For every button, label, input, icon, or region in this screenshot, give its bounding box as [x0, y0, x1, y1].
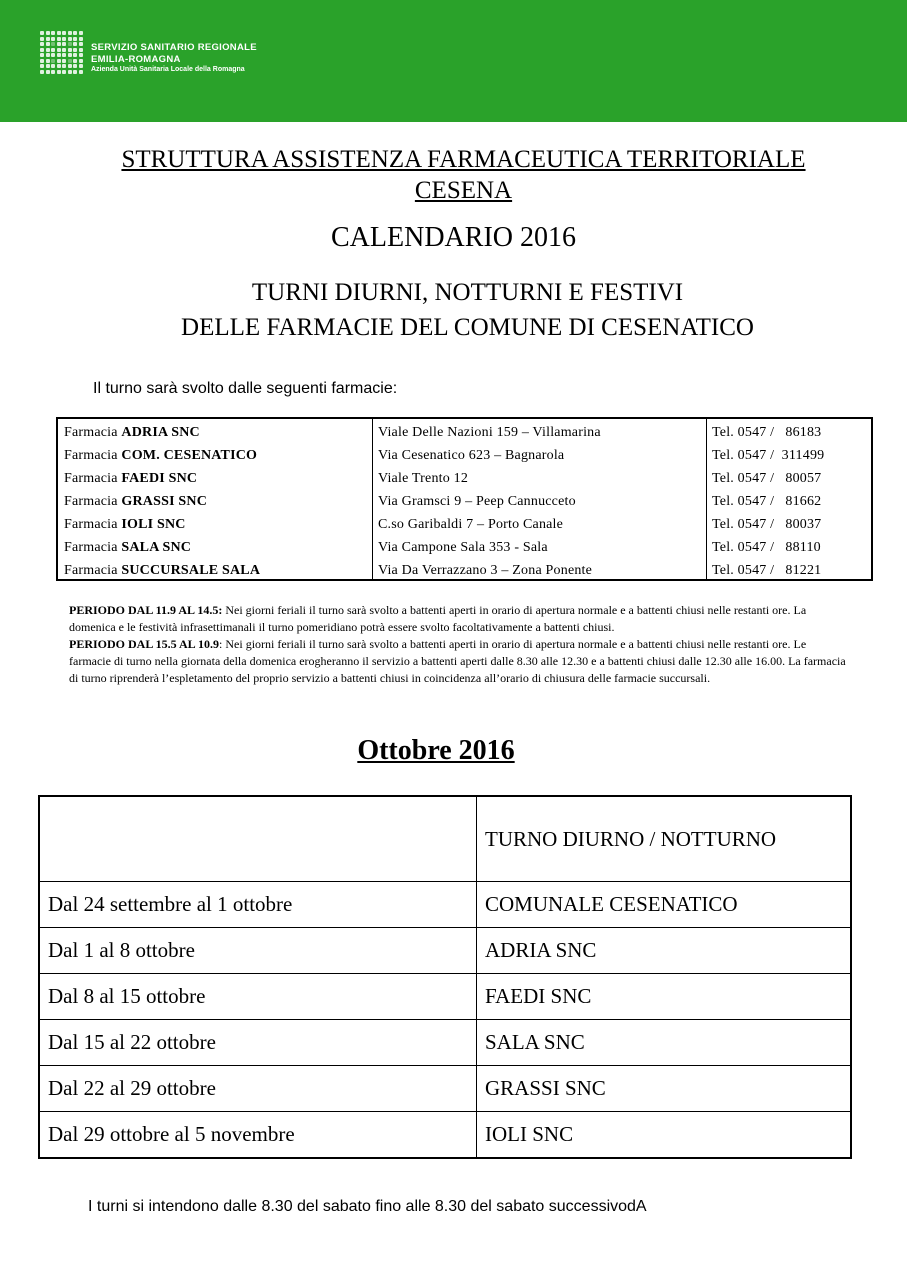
schedule-pharmacy: SALA SNC: [477, 1020, 852, 1066]
pharmacy-label: SUCCURSALE SALA: [121, 563, 261, 578]
logo-square: [57, 42, 61, 46]
logo-square: [62, 31, 66, 35]
pharmacy-address: C.so Garibaldi 7 – Porto Canale: [378, 517, 564, 532]
pharmacy-phone: Tel. 0547 / 81662: [712, 494, 822, 509]
schedule-pharmacy: COMUNALE CESENATICO: [477, 882, 852, 928]
logo-square: [57, 70, 61, 74]
logo-square: [46, 37, 50, 41]
schedule-period: Dal 22 al 29 ottobre: [39, 1066, 477, 1112]
pharmacy-address: Viale Delle Nazioni 159 – Villamarina: [378, 425, 601, 440]
schedule-period: Dal 15 al 22 ottobre: [39, 1020, 477, 1066]
logo-square: [40, 53, 44, 57]
period-2-text: : Nei giorni feriali il turno sarà svolto a battenti aperti in orario di apertura normale e a battenti chiusi nelle restanti ore. Le farmacie di turno nella giornata della domenica erogheranno il servizio a battenti aperti dalle 8.30 alle 12.30 e a battenti chiusi dalle 12.30 alle 16.00. La farmacia di turno riprenderà l’espletamento del proprio servizio a battenti chiusi in coincidenza all’orario di chiusura delle farmacie succursali.: [69, 637, 846, 685]
logo-square: [62, 37, 66, 41]
pharmacy-phone: Tel. 0547 / 311499: [712, 448, 825, 463]
schedule-row: [39, 974, 851, 1020]
logo-square: [40, 59, 44, 63]
pharmacy-address-column: [378, 421, 704, 582]
logo-square: [62, 42, 66, 46]
logo-square: [62, 48, 66, 52]
pharmacy-prefix: Farmacia: [64, 540, 122, 555]
schedule-period: Dal 8 al 15 ottobre: [39, 974, 477, 1020]
pharmacy-name: [64, 559, 370, 582]
logo-square: [46, 42, 50, 46]
pharmacy-phone: Tel. 0547 / 80037: [712, 517, 822, 532]
calendar-title: CALENDARIO 2016: [331, 222, 576, 253]
pharmacy-phone-column: [712, 421, 862, 582]
pharmacy-name: [64, 490, 370, 513]
period-1-text: Nei giorni feriali il turno sarà svolto a battenti aperti in orario di apertura normale e a battenti chiusi nelle restanti ore. La domenica e le festività infrasettimanali il turno pomeridiano potrà essere svolto facoltativamente a battenti chiusi.: [69, 603, 807, 634]
logo-square: [51, 37, 55, 41]
logo-square: [46, 31, 50, 35]
pharmacy-name: [64, 536, 370, 559]
pharmacy-label: GRASSI SNC: [121, 494, 208, 509]
logo-square: [68, 42, 72, 46]
footer-note: I turni si intendono dalle 8.30 del sabato fino alle 8.30 del sabato successivodA: [88, 1198, 647, 1215]
logo-square: [68, 70, 72, 74]
subtitle-line-2: DELLE FARMACIE DEL COMUNE DI CESENATICO: [181, 314, 754, 341]
schedule-pharmacy: IOLI SNC: [477, 1112, 852, 1159]
pharmacy-phone: Tel. 0547 / 88110: [712, 540, 821, 555]
schedule-table: [38, 795, 852, 1159]
logo-square: [68, 64, 72, 68]
logo-square: [62, 53, 66, 57]
logo-square: [68, 59, 72, 63]
pharmacy-label: IOLI SNC: [121, 517, 186, 532]
schedule-period: Dal 1 al 8 ottobre: [39, 928, 477, 974]
logo-square: [62, 70, 66, 74]
logo-square: [73, 59, 77, 63]
logo-square: [51, 42, 55, 46]
pharmacy-label: FAEDI SNC: [121, 471, 198, 486]
pharmacy-address: Via Cesenatico 623 – Bagnarola: [378, 448, 565, 463]
schedule-period: Dal 29 ottobre al 5 novembre: [39, 1112, 477, 1159]
logo-square: [68, 31, 72, 35]
logo-square: [73, 48, 77, 52]
logo-square: [68, 48, 72, 52]
schedule-header-right: TURNO DIURNO / NOTTURNO: [477, 796, 852, 882]
logo-square: [51, 64, 55, 68]
structure-name: STRUTTURA ASSISTENZA FARMACEUTICA TERRITORIALE: [121, 146, 806, 173]
logo-square: [40, 64, 44, 68]
pharmacy-prefix: Farmacia: [64, 517, 122, 532]
pharmacy-name: [64, 421, 370, 444]
logo-square: [79, 48, 83, 52]
pharmacy-phone: Tel. 0547 / 80057: [712, 471, 822, 486]
header-band: [0, 0, 907, 122]
logo-square: [51, 31, 55, 35]
logo-square: [73, 53, 77, 57]
logo-square: [46, 53, 50, 57]
logo-square: [57, 59, 61, 63]
schedule-header-left: [39, 796, 477, 882]
pharmacy-table: [56, 417, 873, 581]
pharmacy-address: Via Da Verrazzano 3 – Zona Ponente: [378, 563, 593, 578]
logo-square: [57, 31, 61, 35]
schedule-pharmacy: ADRIA SNC: [477, 928, 852, 974]
pharmacy-address: Viale Trento 12: [378, 471, 469, 486]
logo-square: [51, 59, 55, 63]
logo-square: [68, 37, 72, 41]
logo-square: [46, 64, 50, 68]
pharmacy-phone: Tel. 0547 / 81221: [712, 563, 822, 578]
subtitle-line-1: TURNI DIURNI, NOTTURNI E FESTIVI: [251, 279, 684, 306]
logo-square: [73, 70, 77, 74]
structure-city: CESENA: [414, 177, 513, 204]
logo-square: [62, 59, 66, 63]
logo-square: [46, 59, 50, 63]
month-title: Ottobre 2016: [357, 735, 515, 766]
pharmacy-name: [64, 467, 370, 490]
logo-line-2: EMILIA-ROMAGNA: [91, 53, 181, 65]
subtitle-block: [14, 275, 907, 345]
table-divider: [372, 419, 373, 579]
pharmacy-prefix: Farmacia: [64, 563, 122, 578]
logo-square: [40, 37, 44, 41]
schedule-row: [39, 1112, 851, 1159]
logo-square: [57, 48, 61, 52]
logo-square: [62, 64, 66, 68]
pharmacy-label: SALA SNC: [121, 540, 192, 555]
logo-square: [73, 42, 77, 46]
table-divider: [706, 419, 707, 579]
pharmacy-label: COM. CESENATICO: [121, 448, 258, 463]
pharmacy-phone: Tel. 0547 / 86183: [712, 425, 822, 440]
logo-square: [40, 42, 44, 46]
logo-square: [79, 31, 83, 35]
logo-square: [79, 42, 83, 46]
logo-square: [51, 48, 55, 52]
schedule-header-row: [39, 796, 851, 882]
pharmacy-prefix: Farmacia: [64, 494, 122, 509]
pharmacy-prefix: Farmacia: [64, 425, 122, 440]
logo-line-1: SERVIZIO SANITARIO REGIONALE: [91, 42, 257, 53]
logo-square: [40, 31, 44, 35]
logo-square: [57, 53, 61, 57]
schedule-period: Dal 24 settembre al 1 ottobre: [39, 882, 477, 928]
pharmacy-name: [64, 444, 370, 467]
side-watermark: [0, 412, 8, 552]
period-2-label: PERIODO DAL 15.5 AL 10.9: [69, 637, 220, 651]
logo-grid-icon: [40, 31, 84, 75]
period-notes: [69, 602, 849, 687]
logo-square: [73, 37, 77, 41]
logo-square: [57, 37, 61, 41]
schedule-pharmacy: FAEDI SNC: [477, 974, 852, 1020]
pharmacy-name-column: [64, 421, 370, 582]
logo-square: [79, 59, 83, 63]
logo-square: [51, 53, 55, 57]
pharmacy-name: [64, 513, 370, 536]
logo-square: [79, 70, 83, 74]
structure-title: [20, 144, 907, 206]
schedule-row: [39, 1020, 851, 1066]
logo-square: [68, 53, 72, 57]
schedule-pharmacy: GRASSI SNC: [477, 1066, 852, 1112]
logo-square: [79, 64, 83, 68]
pharmacy-address: Via Campone Sala 353 - Sala: [378, 540, 548, 555]
period-1-label: PERIODO DAL 11.9 AL 14.5:: [69, 603, 223, 617]
intro-text: Il turno sarà svolto dalle seguenti farmacie:: [93, 380, 398, 397]
logo-line-3: Azienda Unità Sanitaria Locale della Romagna: [91, 66, 245, 73]
pharmacy-address: Via Gramsci 9 – Peep Cannucceto: [378, 494, 576, 509]
logo-square: [73, 31, 77, 35]
schedule-row: [39, 882, 851, 928]
logo-text: [91, 42, 257, 75]
pharmacy-prefix: Farmacia: [64, 471, 122, 486]
logo-square: [40, 70, 44, 74]
pharmacy-label: ADRIA SNC: [121, 425, 200, 440]
logo-square: [46, 48, 50, 52]
logo-square: [57, 64, 61, 68]
pharmacy-prefix: Farmacia: [64, 448, 122, 463]
schedule-row: [39, 1066, 851, 1112]
logo-square: [73, 64, 77, 68]
logo-square: [51, 70, 55, 74]
schedule-row: [39, 928, 851, 974]
logo-square: [40, 48, 44, 52]
logo-square: [46, 70, 50, 74]
logo-square: [79, 37, 83, 41]
logo-square: [79, 53, 83, 57]
